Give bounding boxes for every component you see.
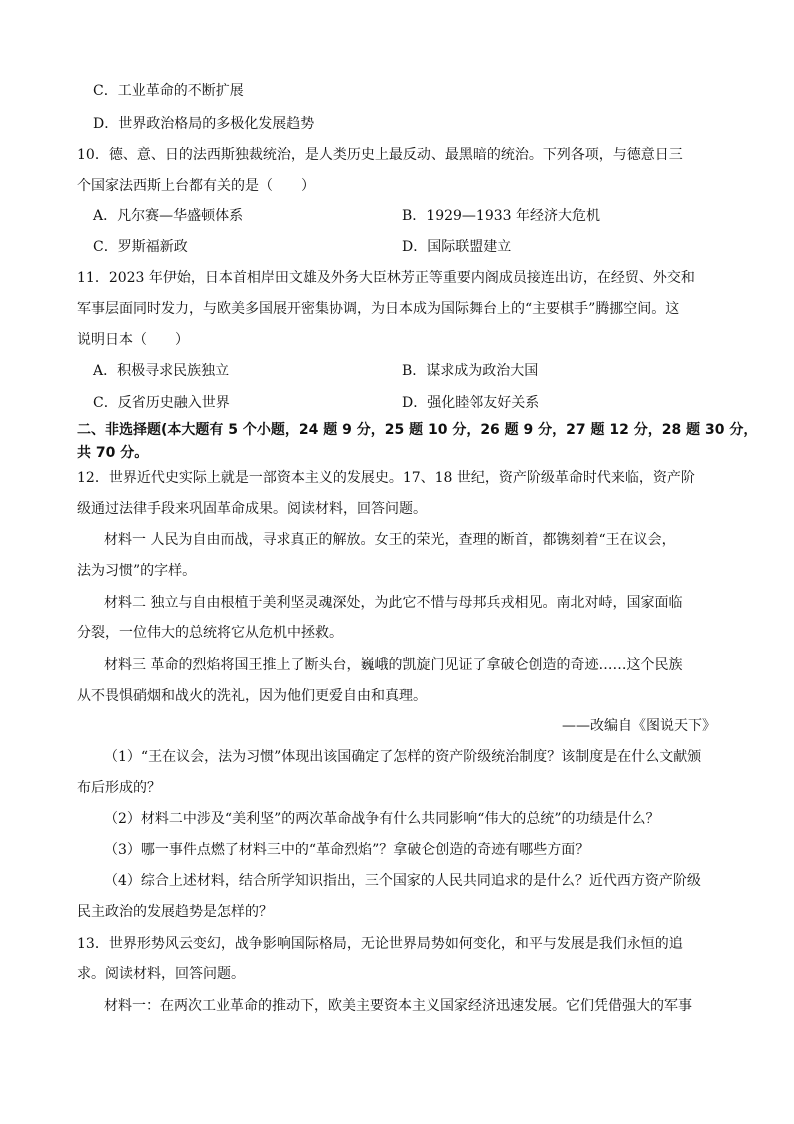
option-c-q10: C．罗斯福新政: [93, 239, 188, 255]
option-a-q11: A．积极寻求民族独立: [93, 363, 230, 379]
option-d-q11: D．强化睦邻友好关系: [402, 395, 540, 411]
question-10-stem-cont: 个国家法西斯上台都有关的是（ ）: [77, 178, 315, 194]
material-1: 材料一 人民为自由而战，寻求真正的解放。女王的荣光，查理的断首，都镌刻着“王在议会，: [104, 532, 676, 548]
option-b-q11: B．谋求成为政治大国: [402, 363, 539, 379]
question-12-stem: 12．世界近代史实际上就是一部资本主义的发展史。17、18 世纪，资产阶级革命时代来临，资产阶: [77, 470, 695, 486]
sub-question-4: （4）综合上述材料，结合所学知识指出，三个国家的人民共同追求的是什么？近代西方资产阶级: [104, 873, 701, 889]
sub-question-2: （2）材料二中涉及“美利坚”的两次革命战争有什么共同影响“伟大的总统”的功绩是什么？: [104, 811, 660, 827]
option-a-q10: A．凡尔赛—华盛顿体系: [93, 208, 244, 224]
material-2: 材料二 独立与自由根植于美利坚灵魂深处，为此它不惜与母邦兵戎相见。南北对峙，国家面临: [104, 595, 683, 611]
section-heading-cont: 共 70 分。: [77, 445, 149, 461]
question-11-stem-end: 说明日本（ ）: [77, 332, 189, 348]
sub-question-1: （1）“王在议会，法为习惯”体现出该国确定了怎样的资产阶级统治制度？该制度是在什么文献颁: [104, 749, 702, 765]
question-13-stem-cont: 求。阅读材料，回答问题。: [77, 966, 245, 982]
question-11-stem: 11．2023 年伊始，日本首相岸田文雄及外务大臣林芳正等重要内阁成员接连出访，在经贸、外交和: [77, 270, 695, 286]
question-10-stem: 10．德、意、日的法西斯独裁统治，是人类历史上最反动、最黑暗的统治。下列各项，与德意日三: [77, 147, 683, 163]
option-c-q11: C．反省历史融入世界: [93, 395, 230, 411]
option-d-q10: D．国际联盟建立: [402, 239, 512, 255]
sub-question-1-cont: 布后形成的？: [77, 780, 161, 796]
option-c-q9: C．工业革命的不断扩展: [93, 83, 244, 99]
sub-question-4-cont: 民主政治的发展趋势是怎样的？: [77, 904, 273, 920]
source-citation: ——改编自《图说天下》: [562, 718, 716, 734]
material-3-cont: 从不畏惧硝烟和战火的洗礼，因为他们更爱自由和真理。: [77, 688, 427, 704]
material-2-cont: 分裂，一位伟大的总统将它从危机中拯救。: [77, 625, 343, 641]
section-heading: 二、非选择题(本大题有 5 个小题，24 题 9 分，25 题 10 分，26 题 9 分，27 题 12 分，28 题 30 分，: [77, 422, 758, 438]
question-12-stem-cont: 级通过法律手段来巩固革命成果。阅读材料，回答问题。: [77, 501, 427, 517]
material-1-cont: 法为习惯”的字样。: [77, 563, 197, 579]
material-3: 材料三 革命的烈焰将国王推上了断头台，巍峨的凯旋门见证了拿破仑创造的奇迹……这个民族: [104, 657, 683, 673]
material-13-1: 材料一：在两次工业革命的推动下，欧美主要资本主义国家经济迅速发展。它们凭借强大的军事: [104, 998, 692, 1014]
option-d-q9: D．世界政治格局的多极化发展趋势: [93, 116, 315, 132]
sub-question-3: （3）哪一事件点燃了材料三中的“革命烈焰”？拿破仑创造的奇迹有哪些方面？: [104, 842, 590, 858]
question-11-stem-cont: 军事层面同时发力，与欧美多国展开密集协调，为日本成为国际舞台上的“主要棋手”腾挪空间。这: [77, 301, 680, 317]
question-13-stem: 13．世界形势风云变幻，战争影响国际格局，无论世界局势如何变化，和平与发展是我们永恒的追: [77, 936, 683, 952]
option-b-q10: B．1929—1933 年经济大危机: [402, 208, 600, 224]
